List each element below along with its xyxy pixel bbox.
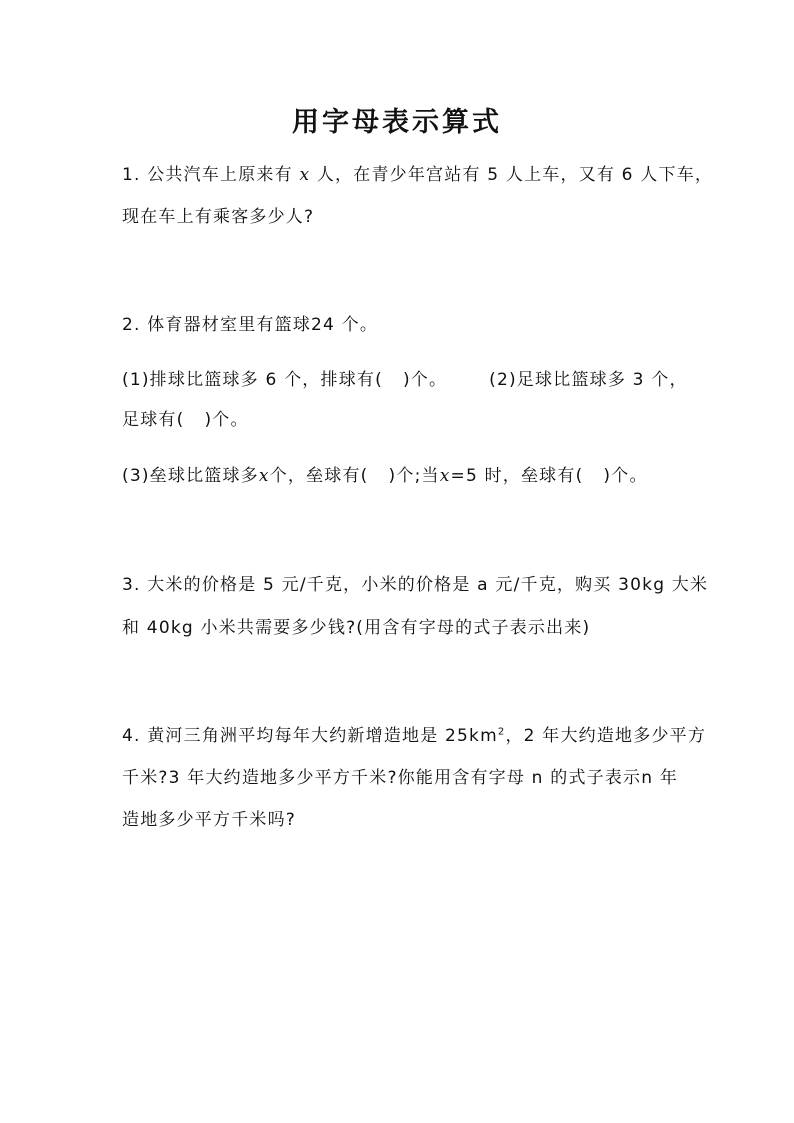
q4-text-b: ，2 年大约造地多少平方	[505, 726, 707, 746]
question-2-part-3	[122, 464, 648, 488]
question-1-line-1	[122, 163, 713, 187]
page-title: 用字母表示算式	[292, 107, 502, 138]
q1-text-a: 1. 公共汽车上原来有	[122, 165, 293, 185]
q2-part1-text-b: )个。	[402, 370, 448, 390]
q2-part2-text-a: (2)足球比篮球多 3 个，	[489, 370, 688, 390]
q1-text-b: 人，在青少年宫站有 5 人上车，又有 6 人下车，	[316, 165, 714, 185]
q4-text-a: 4. 黄河三角洲平均每年大约新增造地是 25km	[122, 726, 498, 746]
question-2-part-2-line-2	[122, 408, 249, 432]
q4-superscript: 2	[497, 726, 506, 738]
question-3-line-1: 3. 大米的价格是 5 元/千克，小米的价格是 a 元/千克，购买 30kg 大米	[122, 575, 709, 595]
q2-part1-text-a: (1)排球比篮球多 6 个，排球有(	[122, 370, 383, 390]
question-2-part-1	[122, 368, 688, 392]
q2-part3-variable: x	[258, 466, 270, 486]
q2-part3-text-b: 个，垒球有(	[269, 466, 369, 486]
question-1-line-2: 现在车上有乘客多少人?	[122, 207, 315, 227]
question-3-line-2: 和 40kg 小米共需要多少钱?(用含有字母的式子表示出来)	[122, 618, 591, 638]
question-2-intro: 2. 体育器材室里有篮球24 个。	[122, 315, 379, 335]
q2-part3-text-d: =5 时，垒球有(	[450, 466, 584, 486]
q2-part3-text-c: )个;当	[388, 466, 440, 486]
q2-part2-text-c: )个。	[204, 410, 249, 430]
question-4-line-1	[122, 724, 706, 748]
q2-part3-text-e: )个。	[603, 466, 648, 486]
question-4-line-2: 千米?3 年大约造地多少平方千米?你能用含有字母 n 的式子表示n 年	[122, 768, 679, 788]
q2-part2-text-b: 足球有(	[122, 410, 185, 430]
q2-part3-variable-2: x	[439, 466, 451, 486]
q1-variable: x	[299, 165, 311, 185]
question-4-line-3: 造地多少平方千米吗?	[122, 810, 297, 830]
q2-part3-text-a: (3)垒球比篮球多	[122, 466, 259, 486]
